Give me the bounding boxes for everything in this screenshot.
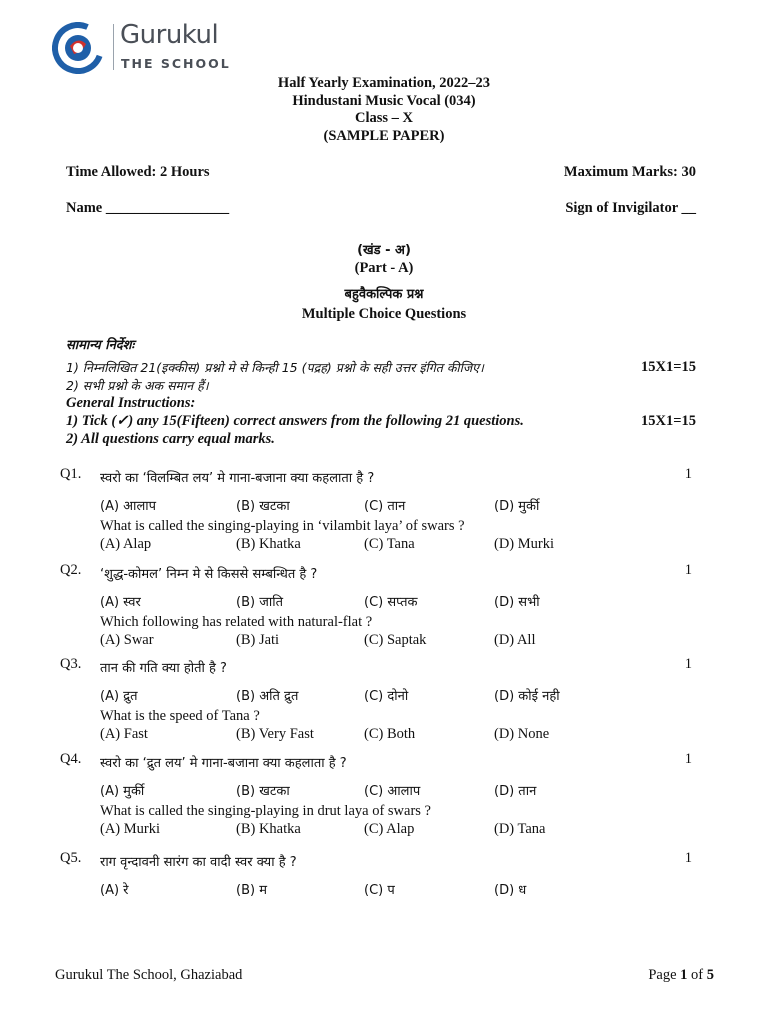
question-number: Q2. [60,562,82,578]
question-text-english: Which following has related with natural-flat ? [100,614,373,630]
option-english: (B) Khatka [236,821,301,837]
option-hindi: (A) स्वर [100,595,141,610]
option-hindi: (B) जाति [236,595,283,610]
option-english: (A) Swar [100,632,154,648]
subject-title: Hindustani Music Vocal (034) [292,93,476,109]
option-hindi: (C) प [364,883,395,898]
instructions-heading-english: General Instructions: [66,395,196,411]
question-text-hindi: स्वरो का ‘विलम्बित लय’ मे गाना-बजाना क्या कहलाता है ? [100,471,375,486]
footer-school: Gurukul The School, Ghaziabad [55,967,243,983]
instruction-2-english: 2) All questions carry equal marks. [66,431,275,447]
question-text-english: What is the speed of Tana ? [100,708,260,724]
option-hindi: (C) आलाप [364,784,421,799]
option-hindi: (C) तान [364,499,406,514]
name-field: Name _________________ [66,200,230,216]
section-title-english: (Part - A) [354,260,414,276]
option-english: (D) Murki [494,536,555,552]
option-hindi: (A) रे [100,883,129,898]
question-number: Q4. [60,751,82,767]
option-english: (A) Alap [100,536,152,552]
option-hindi: (D) ध [494,883,527,898]
option-english: (B) Very Fast [236,726,314,742]
logo-emblem-icon [52,22,104,74]
instruction-1-english: 1) Tick (✓) any 15(Fifteen) correct answers from the following 21 questions. [66,413,524,429]
option-hindi: (D) सभी [494,595,540,610]
question-text-hindi: तान की गति क्या होती है ? [100,661,227,676]
question-text-hindi: स्वरो का ‘द्रुत लय’ मे गाना-बजाना क्या कहलाता है ? [100,756,347,771]
option-english: (C) Saptak [364,632,427,648]
sample-paper-label: (SAMPLE PAPER) [323,128,445,144]
question-marks: 1 [684,850,692,866]
page-number [648,967,714,984]
page-of: of [687,967,707,983]
exam-title: Half Yearly Examination, 2022–23 [277,75,491,91]
invigilator-sign-field: Sign of Invigilator __ [565,200,696,216]
option-hindi: (B) खटका [236,499,290,514]
page-prefix: Page [648,967,681,983]
option-english: (A) Fast [100,726,148,742]
question-text-hindi: ‘शुद्ध-कोमल’ निम्न मे से किससे सम्बन्धित है ? [100,567,318,582]
question-text-english: What is called the singing-playing in ‘vilambit laya’ of swars ? [100,518,465,534]
option-hindi: (D) मुर्की [494,499,540,514]
instruction-1-hindi-marks: 15X1=15 [641,359,696,375]
option-hindi: (D) कोई नही [494,689,560,704]
logo-subtitle: THE SCHOOL [121,56,231,71]
class-title: Class – X [354,110,413,126]
question-marks: 1 [684,466,692,482]
instruction-2-hindi: 2) सभी प्रश्नो के अक समान हैं। [66,378,209,393]
school-logo [52,20,232,76]
option-english: (B) Jati [236,632,280,648]
option-hindi: (C) सप्तक [364,595,418,610]
question-marks: 1 [684,562,692,578]
option-hindi: (B) अति द्रुत [236,689,299,704]
question-text-hindi: राग वृन्दावनी सारंग का वादी स्वर क्या है ? [100,855,297,870]
option-hindi: (B) खटका [236,784,290,799]
instruction-1-hindi: 1) निम्नलिखित 21(इक्कीस) प्रश्नो मे से किन्ही 15 (पद्रह) प्रश्नो के सही उत्तर इंगित कीजिए। [66,360,484,375]
question-text-english: What is called the singing-playing in drut laya of swars ? [100,803,431,819]
page-total: 5 [706,967,714,983]
question-number: Q5. [60,850,82,866]
option-hindi: (D) तान [494,784,537,799]
page-current: 1 [680,967,688,983]
question-number: Q1. [60,466,82,482]
instruction-1-english-marks: 15X1=15 [641,413,696,429]
logo-divider [113,24,114,70]
maximum-marks: Maximum Marks: 30 [563,164,696,180]
section-type-english: Multiple Choice Questions [301,306,467,322]
question-number: Q3. [60,656,82,672]
section-title-hindi: (खंड - अ) [357,243,411,258]
option-hindi: (B) म [236,883,267,898]
option-english: (C) Tana [364,536,415,552]
option-hindi: (A) द्रुत [100,689,138,704]
question-marks: 1 [684,751,692,767]
time-allowed: Time Allowed: 2 Hours [66,164,210,180]
logo-name: Gurukul [120,20,219,50]
instructions-heading-hindi: सामान्य निर्देशः [66,338,135,353]
option-hindi: (A) मुर्की [100,784,145,799]
option-hindi: (A) आलाप [100,499,157,514]
option-english: (A) Murki [100,821,161,837]
option-english: (D) None [494,726,550,742]
section-type-hindi: बहुवैकल्पिक प्रश्न [344,287,424,302]
option-english: (B) Khatka [236,536,301,552]
option-hindi: (C) दोनो [364,689,409,704]
option-english: (D) All [494,632,536,648]
option-english: (C) Alap [364,821,415,837]
option-english: (C) Both [364,726,416,742]
question-marks: 1 [684,656,692,672]
option-english: (D) Tana [494,821,546,837]
